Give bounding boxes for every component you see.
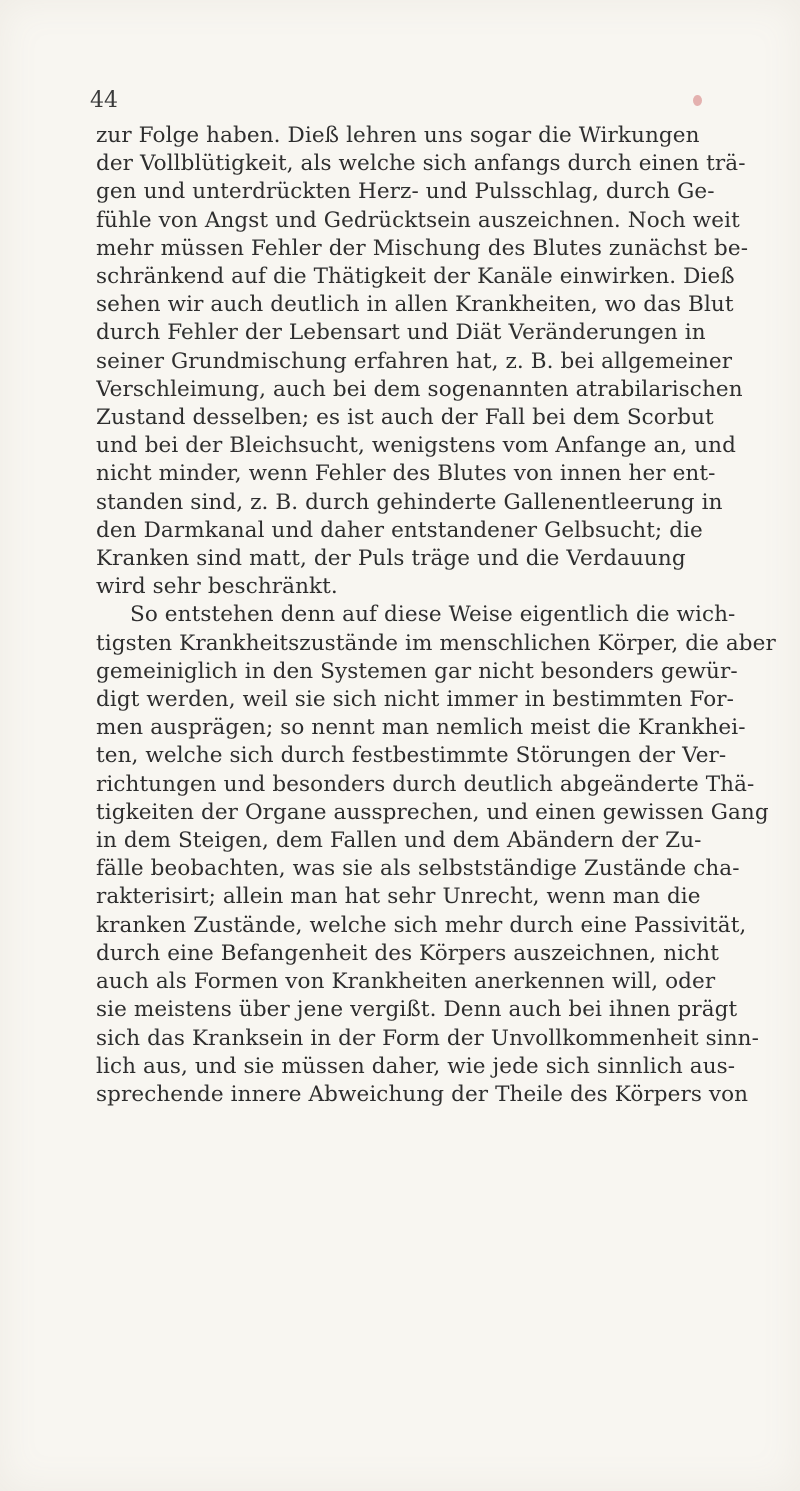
text-line: sehen wir auch deutlich in allen Krankheiten, wo das Blut (96, 292, 734, 318)
text-line: sie meistens über jene vergißt. Denn auch bei ihnen prägt (96, 997, 738, 1023)
text-line: fälle beobachten, was sie als selbstständige Zustände cha- (96, 856, 740, 882)
text-line: tigsten Krankheitszustände im menschlichen Körper, die aber (96, 630, 776, 656)
text-line: standen sind, z. B. durch gehinderte Gallenentleerung in (96, 489, 723, 515)
text-line: den Darmkanal und daher entstandener Gelbsucht; die (96, 517, 703, 543)
text-line: kranken Zustände, welche sich mehr durch eine Passivität, (96, 912, 747, 938)
text-line: Kranken sind matt, der Puls träge und die Verdauung (96, 546, 686, 572)
text-line: und bei der Bleichsucht, wenigstens vom Anfange an, und (96, 433, 736, 459)
text-line: durch eine Befangenheit des Körpers auszeichnen, nicht (96, 940, 719, 966)
text-line: gemeiniglich in den Systemen gar nicht besonders gewür- (96, 658, 738, 684)
text-line: digt werden, weil sie sich nicht immer in bestimmten For- (96, 687, 735, 713)
text-line: zur Folge haben. Dieß lehren uns sogar die Wirkungen (96, 123, 700, 148)
text-line: wird sehr beschränkt. (96, 574, 338, 600)
text-line: auch als Formen von Krankheiten anerkennen will, oder (96, 969, 716, 995)
ink-spot (693, 95, 702, 106)
paragraph-start-line: So entstehen denn auf diese Weise eigentlich die wich- (130, 602, 736, 628)
text-line: Verschleimung, auch bei dem sogenannten atrabilarischen (96, 376, 743, 402)
text-line: sich das Kranksein in der Form der Unvollkommenheit sinn- (96, 1025, 759, 1051)
page-number: 44 (90, 88, 118, 113)
text-line: Zustand desselben; es ist auch der Fall bei dem Scorbut (96, 405, 714, 431)
body-text (96, 122, 776, 1109)
text-line: durch Fehler der Lebensart und Diät Veränderungen in (96, 320, 706, 346)
text-line: schränkend auf die Thätigkeit der Kanäle einwirken. Dieß (96, 264, 735, 290)
text-line: tigkeiten der Organe aussprechen, und einen gewissen Gang (96, 799, 769, 825)
text-line: ten, welche sich durch festbestimmte Störungen der Ver- (96, 743, 727, 769)
text-line: sprechende innere Abweichung der Theile des Körpers von (96, 1081, 749, 1107)
text-line: richtungen und besonders durch deutlich abgeänderte Thä- (96, 771, 755, 797)
text-line: men ausprägen; so nennt man nemlich meist die Krankhei- (96, 715, 746, 741)
text-line: mehr müssen Fehler der Mischung des Blutes zunächst be- (96, 235, 749, 261)
text-line: fühle von Angst und Gedrücktsein auszeichnen. Noch weit (96, 207, 740, 233)
text-line: gen und unterdrückten Herz- und Pulsschlag, durch Ge- (96, 179, 715, 205)
text-line: in dem Steigen, dem Fallen und dem Abändern der Zu- (96, 828, 702, 854)
text-line: rakterisirt; allein man hat sehr Unrecht, wenn man die (96, 884, 701, 910)
text-line: der Vollblütigkeit, als welche sich anfangs durch einen trä- (96, 151, 746, 177)
text-line: seiner Grundmischung erfahren hat, z. B. bei allgemeiner (96, 348, 733, 374)
text-line: lich aus, und sie müssen daher, wie jede sich sinnlich aus- (96, 1053, 736, 1079)
text-line: nicht minder, wenn Fehler des Blutes von innen her ent- (96, 461, 716, 487)
